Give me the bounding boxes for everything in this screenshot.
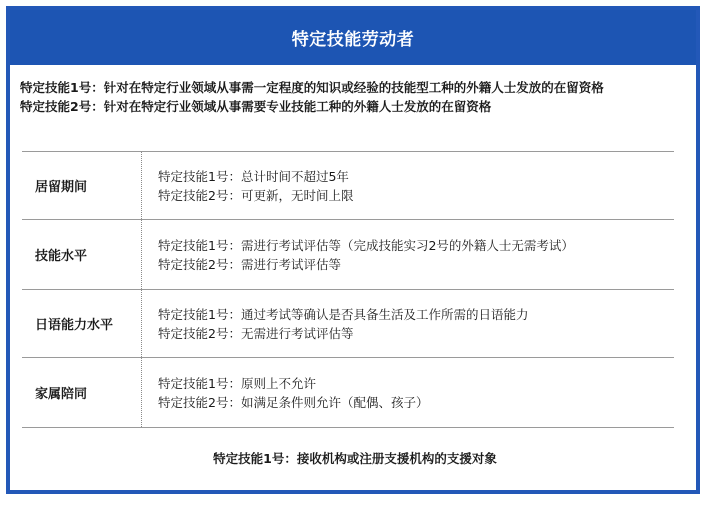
row-label: 技能水平	[22, 220, 142, 289]
intro-text	[20, 78, 690, 116]
row-content	[142, 290, 528, 357]
table-row-family	[22, 357, 674, 428]
row-line-2: 特定技能2号：无需进行考试评估等	[158, 325, 354, 341]
row-line-2: 特定技能2号：如满足条件则允许（配偶、孩子）	[158, 394, 429, 410]
row-line-2: 特定技能2号：可更新，无时间上限	[158, 187, 354, 203]
intro-line-2: 特定技能2号：针对在特定行业领域从事需要专业技能工种的外籍人士发放的在留资格	[20, 99, 492, 114]
row-line-1: 特定技能1号：总计时间不超过5年	[158, 168, 349, 184]
table-row-japanese	[22, 289, 674, 357]
table-row-skill	[22, 219, 674, 289]
row-label: 家属陪同	[22, 358, 142, 427]
row-label: 日语能力水平	[22, 290, 142, 357]
page-title: 特定技能劳动者	[10, 10, 696, 65]
row-content	[142, 220, 574, 289]
intro-line-1: 特定技能1号：针对在特定行业领域从事需一定程度的知识或经验的技能型工种的外籍人士发放的在留资格	[20, 80, 604, 95]
row-line-1: 特定技能1号：原则上不允许	[158, 375, 316, 391]
row-content	[142, 152, 353, 219]
row-line-1: 特定技能1号：通过考试等确认是否具备生活及工作所需的日语能力	[158, 306, 529, 322]
comparison-table	[22, 151, 674, 428]
table-row-residence	[22, 151, 674, 219]
row-content	[142, 358, 428, 427]
footer-note: 特定技能1号：接收机构或注册支援机构的支援对象	[213, 451, 497, 466]
row-line-2: 特定技能2号：需进行考试评估等	[158, 256, 341, 272]
row-line-1: 特定技能1号：需进行考试评估等（完成技能实习2号的外籍人士无需考试）	[158, 237, 574, 253]
row-label: 居留期间	[22, 152, 142, 219]
